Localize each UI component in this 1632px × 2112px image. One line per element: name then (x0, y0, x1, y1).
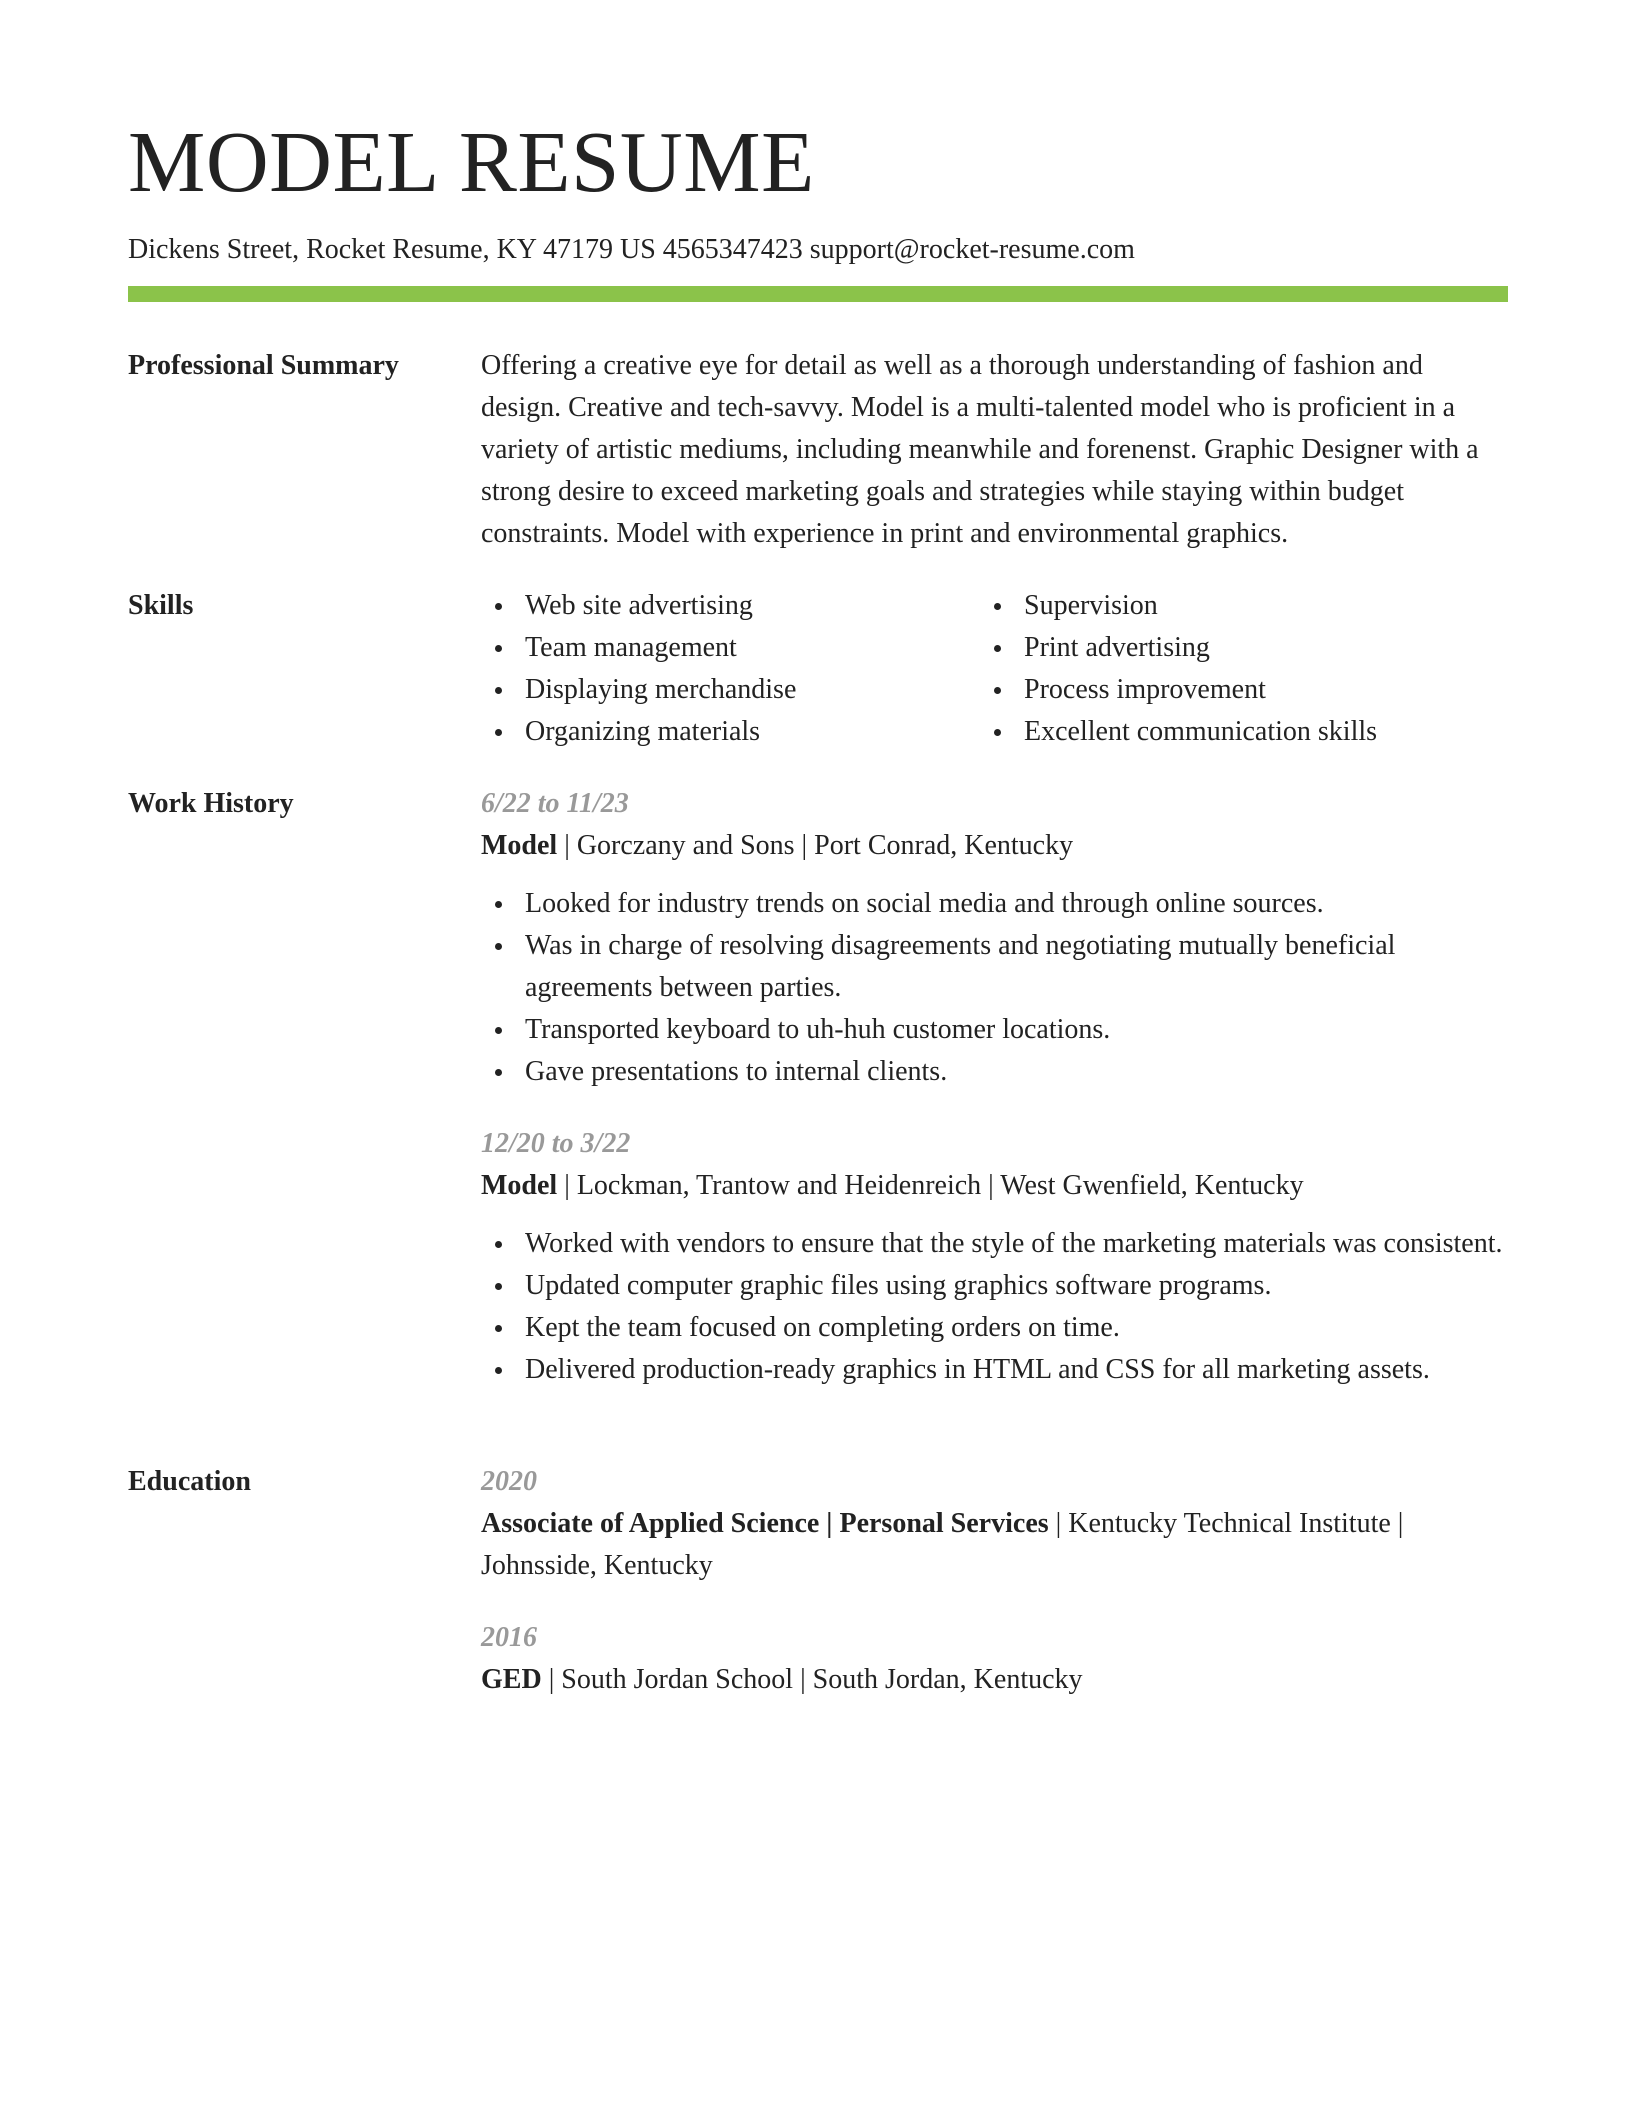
accent-divider (128, 286, 1508, 302)
skill-item: Supervision (980, 585, 1377, 627)
skill-item: Web site advertising (481, 585, 796, 627)
contact-line: Dickens Street, Rocket Resume, KY 47179 US 4565347423 support@rocket-resume.com (128, 234, 1135, 265)
work-history-heading: Work History (128, 788, 294, 819)
summary-text: Offering a creative eye for detail as well as a thorough understanding of fashion and design. Creative and tech-savvy. Model is a multi-talented model who is proficient in a variety of artistic mediums, including meanwhile and forenenst. Graphic Designer with a strong desire to exceed marketing goals and strategies while staying within budget constraints. Model with experience in print and environmental graphics. (481, 350, 1479, 549)
education-entry (481, 1617, 1508, 1701)
summary-section (128, 345, 1508, 549)
job-entry (481, 783, 1508, 1093)
job-details: | Lockman, Trantow and Heidenreich | West Gwenfield, Kentucky (557, 1170, 1304, 1201)
job-bullet: Transported keyboard to uh-huh customer locations. (481, 1009, 1508, 1051)
education-details: | Kentucky Technical Institute | Johnsside, Kentucky (481, 1508, 1404, 1581)
skill-item: Displaying merchandise (481, 669, 796, 711)
education-date: 2020 (481, 1466, 537, 1497)
job-role-line (481, 825, 1508, 867)
job-entry (481, 1123, 1508, 1391)
job-role-line (481, 1165, 1508, 1207)
summary-heading: Professional Summary (128, 350, 399, 381)
job-title: Model (481, 830, 558, 861)
job-bullet: Worked with vendors to ensure that the style of the marketing materials was consistent. (481, 1223, 1508, 1265)
education-heading: Education (128, 1466, 251, 1497)
skill-item: Team management (481, 627, 796, 669)
education-date: 2016 (481, 1622, 537, 1653)
job-details: | Gorczany and Sons | Port Conrad, Kentucky (557, 830, 1074, 861)
education-line (481, 1503, 1508, 1587)
job-bullet: Looked for industry trends on social media and through online sources. (481, 883, 1508, 925)
skill-item: Excellent communication skills (980, 711, 1377, 753)
job-bullets (481, 883, 1508, 1093)
work-history-section (128, 783, 1508, 1443)
education-body (481, 1461, 1508, 1701)
skills-column-1 (481, 585, 796, 753)
job-bullet: Gave presentations to internal clients. (481, 1051, 1508, 1093)
education-details: | South Jordan School | South Jordan, Kentucky (541, 1664, 1083, 1695)
job-date: 6/22 to 11/23 (481, 788, 629, 819)
skills-column-2 (980, 585, 1377, 753)
education-degree: GED (481, 1664, 542, 1695)
job-title: Model (481, 1170, 558, 1201)
education-section (128, 1461, 1508, 1721)
skills-heading: Skills (128, 590, 194, 621)
skill-item: Organizing materials (481, 711, 796, 753)
job-bullets (481, 1223, 1508, 1391)
job-bullet: Delivered production-ready graphics in HTML and CSS for all marketing assets. (481, 1349, 1508, 1391)
job-bullet: Kept the team focused on completing orders on time. (481, 1307, 1508, 1349)
job-bullet: Was in charge of resolving disagreements and negotiating mutually beneficial agreements between parties. (481, 925, 1508, 1009)
job-date: 12/20 to 3/22 (481, 1128, 631, 1159)
resume-page (128, 0, 1508, 2112)
job-bullet: Updated computer graphic files using graphics software programs. (481, 1265, 1508, 1307)
education-line (481, 1659, 1508, 1701)
education-entry (481, 1461, 1508, 1587)
skill-item: Print advertising (980, 627, 1377, 669)
education-degree: Associate of Applied Science | Personal Services (481, 1508, 1049, 1539)
skill-item: Process improvement (980, 669, 1377, 711)
skills-section (128, 585, 1508, 753)
resume-name: MODEL RESUME (128, 113, 815, 210)
work-history-body (481, 783, 1508, 1391)
